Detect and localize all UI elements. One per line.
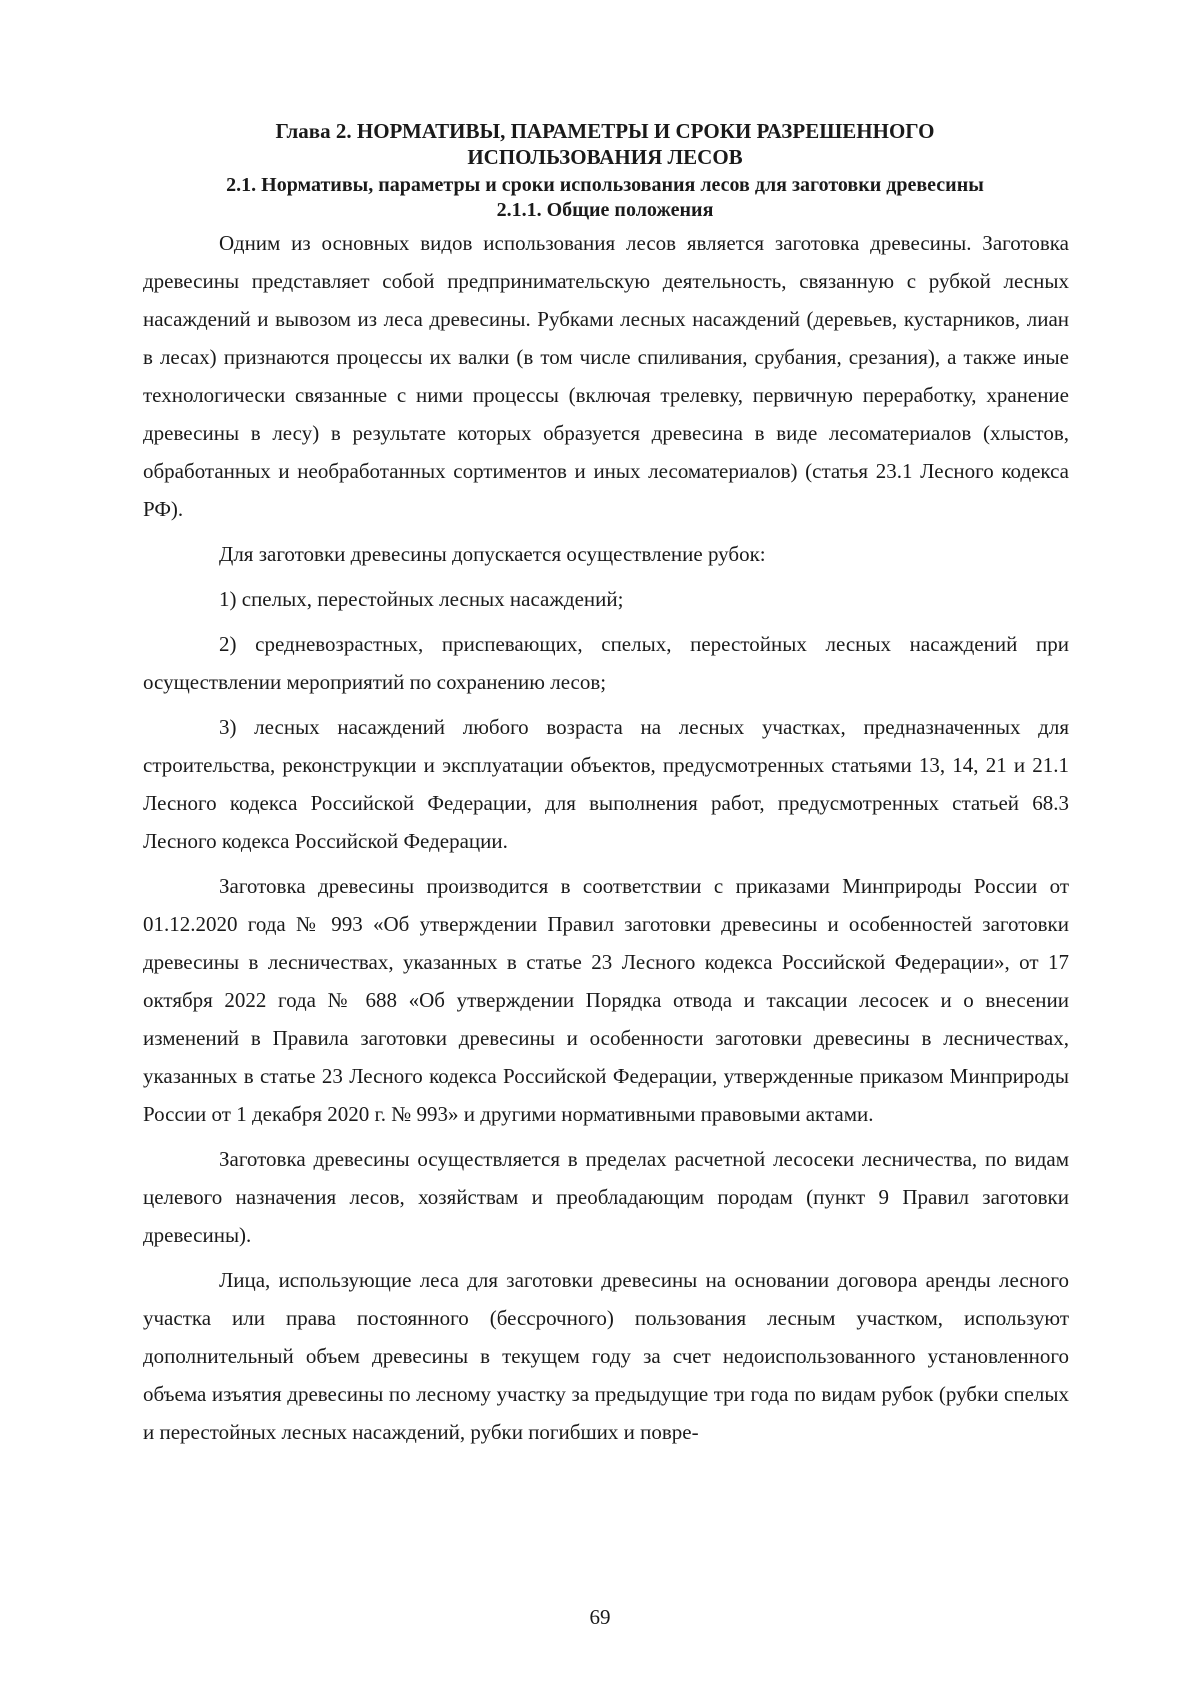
paragraph-1: Одним из основных видов использования лесов является заготовка древесины. Заготовка древесины представляет собой предпринимательскую деятельность, связанную с рубкой лесных насаждений и вывозом из леса древесины. Рубками лесных насаждений (деревьев, кустарников, лиан в лесах) признаются процессы их валки (в том числе спиливания, срубания, срезания), а также иные технологически связанные с ними процессы (включая трелевку, первичную переработку, хранение древесины в лесу) в результате которых образуется древесина в виде лесоматериалов (хлыстов, обработанных и необработанных сортиментов и иных лесоматериалов) (статья 23.1 Лесного кодекса РФ). (143, 231, 1069, 521)
paragraph-4: Заготовка древесины осуществляется в пределах расчетной лесосеки лесничества, по видам целевого назначения лесов, хозяйствам и преобладающим породам (пункт 9 Правил заготовки древесины). (143, 1147, 1069, 1247)
page-number: 69 (589, 1605, 611, 1629)
paragraph-5: Лица, использующие леса для заготовки древесины на основании договора аренды лесного участка или права постоянного (бессрочного) пользования лесным участком, используют дополнительный объем древесины в текущем году за счет недоиспользованного установленного объема изъятия древесины по лесному участку за предыдущие три года по видам рубок (рубки спелых и перестойных лесных насаждений, рубки погибших и повре- (143, 1268, 1069, 1444)
chapter-title-line-1: Глава 2. НОРМАТИВЫ, ПАРАМЕТРЫ И СРОКИ РАЗРЕШЕННОГО (275, 119, 935, 143)
list-item-1: 1) спелых, перестойных лесных насаждений; (219, 587, 624, 611)
body-text (143, 224, 1069, 1451)
list-item-2: 2) средневозрастных, приспевающих, спелых, перестойных лесных насаждений при осуществлении мероприятий по сохранению лесов; (143, 632, 1069, 694)
chapter-title (140, 118, 1070, 170)
list-item-3: 3) лесных насаждений любого возраста на лесных участках, предназначенных для строительства, реконструкции и эксплуатации объектов, предусмотренных статьями 13, 14, 21 и 21.1 Лесного кодекса Российской Федерации, для выполнения работ, предусмотренных статьей 68.3 Лесного кодекса Российской Федерации. (143, 715, 1069, 853)
heading-block (140, 118, 1070, 222)
paragraph-2: Для заготовки древесины допускается осуществление рубок: (219, 542, 766, 566)
paragraph-3: Заготовка древесины производится в соответствии с приказами Минприроды России от 01.12.2020 года № 993 «Об утверждении Правил заготовки древесины и особенностей заготовки древесины в лесничествах, указанных в статье 23 Лесного кодекса Российской Федерации», от 17 октября 2022 года № 688 «Об утверждении Порядка отвода и таксации лесосек и о внесении изменений в Правила заготовки древесины и особенности заготовки древесины в лесничествах, указанных в статье 23 Лесного кодекса Российской Федерации, утвержденные приказом Минприроды России от 1 декабря 2020 г. № 993» и другими нормативными правовыми актами. (143, 874, 1069, 1126)
section-title: 2.1. Нормативы, параметры и сроки использования лесов для заготовки древесины (226, 174, 984, 196)
subsection-title: 2.1.1. Общие положения (496, 199, 714, 221)
chapter-title-line-2: ИСПОЛЬЗОВАНИЯ ЛЕСОВ (467, 145, 743, 169)
